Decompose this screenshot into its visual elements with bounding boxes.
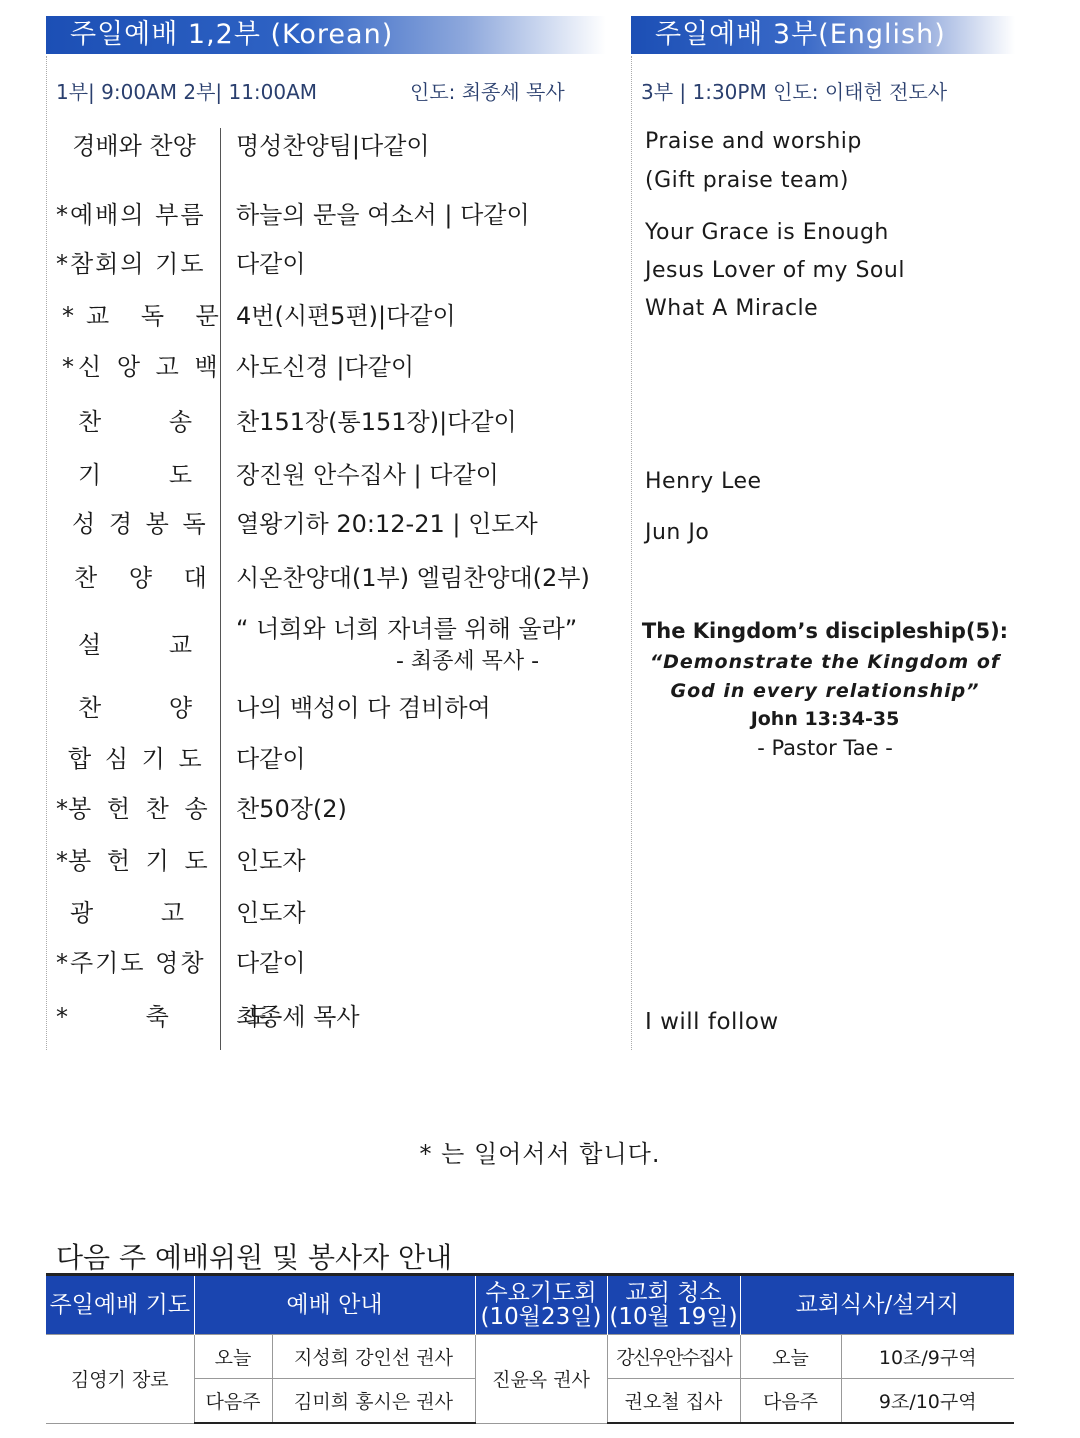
order-label: 기 도 (78, 461, 192, 489)
table-row (46, 1335, 1014, 1379)
sermon-pastor: - Pastor Tae - (757, 736, 893, 760)
order-label: * 축 도 (56, 1003, 270, 1031)
order-label: 설 교 (78, 631, 192, 659)
english-sermon-title-line1: “Demonstrate the Kingdom of (649, 651, 1001, 673)
english-closing: I will follow (645, 1009, 779, 1035)
order-label: *예배의 부름 (56, 201, 206, 229)
order-value: 사도신경 |다같이 (236, 353, 415, 381)
order-value: 인도자 (236, 899, 306, 927)
korean-service-title: 주일예배 1,2부 (Korean) (70, 19, 394, 50)
order-value: 명성찬양팀|다같이 (236, 132, 430, 160)
english-sermon-title-line2: God in every relationship” (670, 680, 980, 702)
usher-next: 김미희 홍시은 권사 (272, 1379, 475, 1424)
sermon-passage: John 13:34-35 (750, 708, 900, 730)
order-value: 하늘의 문을 여소서 | 다같이 (236, 201, 530, 229)
standing-note: * 는 일어서서 합니다. (419, 1140, 661, 1168)
order-label: 경배와 찬양 (72, 132, 196, 160)
usher-next-label: 다음주 (194, 1379, 272, 1424)
english-service-title: 주일예배 3부(English) (655, 19, 946, 50)
english-prayer: Henry Lee (645, 469, 762, 494)
table-header-row (46, 1275, 1014, 1335)
english-song: Your Grace is Enough (645, 220, 889, 245)
order-label: 성 경 봉 독 (72, 510, 206, 538)
meal-today-label: 오늘 (740, 1335, 841, 1379)
korean-service-header (46, 16, 606, 54)
column-divider (631, 56, 632, 1050)
korean-service-leader: 인도: 최종세 목사 (410, 80, 565, 104)
header-cleaning: 교회 청소 (10월 19일) (607, 1275, 740, 1335)
sermon-preacher: - 최종세 목사 - (396, 649, 540, 674)
order-label: *봉 헌 기 도 (56, 847, 208, 875)
order-value: 시온찬양대(1부) 엘림찬양대(2부) (236, 564, 590, 592)
order-value: 최종세 목사 (236, 1003, 360, 1031)
sermon-series: The Kingdom’s discipleship(5): (641, 619, 1009, 643)
order-label: *교 독 문 (62, 302, 231, 330)
prayer-elder: 김영기 장로 (46, 1335, 194, 1424)
header-sunday-prayer: 주일예배 기도 (46, 1275, 194, 1335)
header-usher: 예배 안내 (194, 1275, 475, 1335)
header-wednesday: 수요기도회 (10월23일) (475, 1275, 607, 1335)
english-song: Jesus Lover of my Soul (645, 258, 905, 283)
meal-next-label: 다음주 (740, 1379, 841, 1424)
usher-today: 지성희 강인선 권사 (272, 1335, 475, 1379)
english-praise-team: (Gift praise team) (645, 168, 849, 193)
order-label: 합 심 기 도 (68, 745, 202, 773)
order-label: 광 고 (70, 899, 184, 927)
order-label: *신 앙 고 백 (62, 353, 222, 381)
order-label: *봉 헌 찬 송 (56, 795, 208, 823)
header-meal: 교회식사/설거지 (740, 1275, 1014, 1335)
order-value: 다같이 (236, 250, 306, 278)
next-week-title: 다음 주 예배위원 및 봉사자 안내 (56, 1241, 453, 1274)
cleaning-person: 권오철 집사 (607, 1379, 740, 1424)
order-value: 찬151장(통151장)|다같이 (236, 408, 517, 436)
meal-today: 10조/9구역 (841, 1335, 1014, 1379)
english-service-header (631, 16, 1015, 54)
order-label: *주기도 영창 (56, 949, 206, 977)
order-label: *참회의 기도 (56, 250, 206, 278)
order-value: 장진원 안수집사 | 다같이 (236, 461, 499, 489)
order-value: 열왕기하 20:12-21 | 인도자 (236, 510, 538, 538)
order-value: 찬50장(2) (236, 795, 347, 823)
order-label: 찬 양 (78, 694, 192, 722)
sermon-title: “ 너희와 너희 자녀를 위해 울라” (236, 615, 578, 643)
order-label: 찬 양 대 (74, 564, 207, 592)
usher-today-label: 오늘 (194, 1335, 272, 1379)
next-week-table (46, 1273, 1014, 1424)
english-service-schedule: 3부 | 1:30PM 인도: 이태헌 전도사 (641, 80, 948, 104)
wednesday-prayer-leader: 진윤옥 권사 (475, 1335, 607, 1424)
order-value: 나의 백성이 다 겸비하여 (236, 694, 491, 722)
korean-service-times: 1부| 9:00AM 2부| 11:00AM (56, 80, 318, 104)
order-divider (220, 128, 221, 1050)
order-label: 찬 송 (78, 408, 192, 436)
english-reading: Jun Jo (645, 520, 710, 545)
left-margin-line (46, 56, 47, 1050)
order-value: 다같이 (236, 949, 306, 977)
meal-next: 9조/10구역 (841, 1379, 1014, 1424)
order-value: 4번(시편5편)|다같이 (236, 302, 456, 330)
english-song: What A Miracle (645, 296, 819, 321)
english-praise-line: Praise and worship (645, 129, 862, 154)
order-value: 인도자 (236, 847, 306, 875)
order-value: 다같이 (236, 745, 306, 773)
cleaning-person: 강신우안수집사 (607, 1335, 740, 1379)
